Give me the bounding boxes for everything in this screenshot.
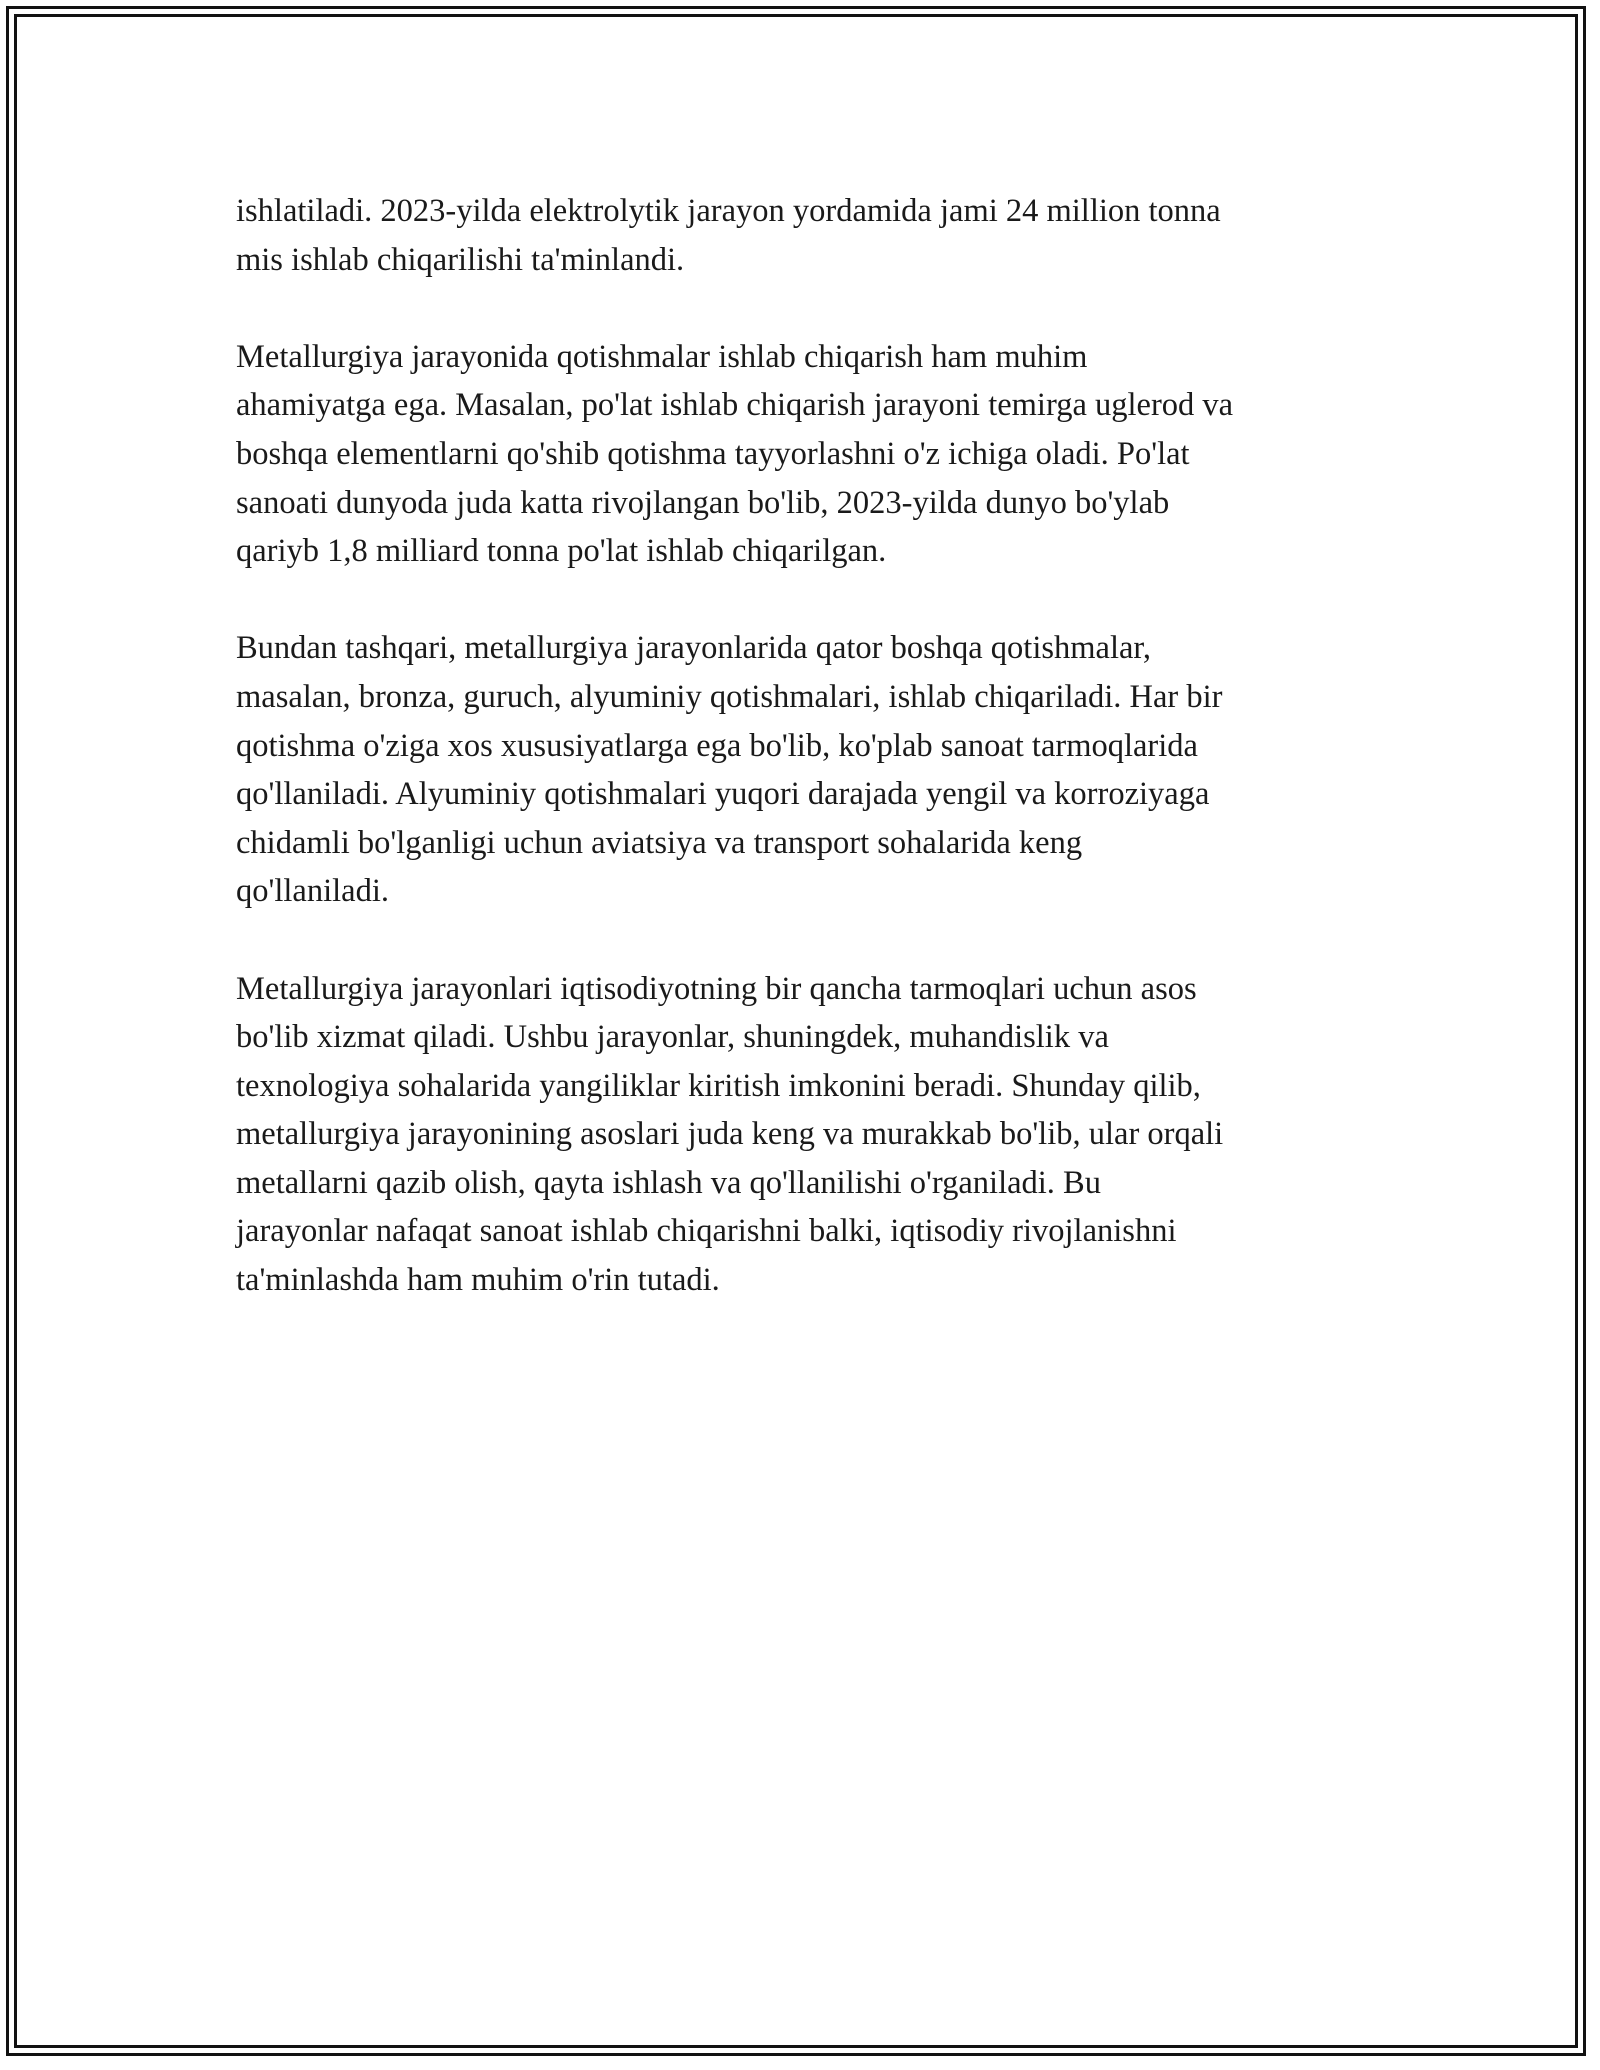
paragraph-line: bo'lib xizmat qiladi. Ushbu jarayonlar, shuningdek, muhandislik va [236, 1019, 1109, 1056]
paragraph-line: qotishma o'ziga xos xususiyatlarga ega bo'lib, ko'plab sanoat tarmoqlarida [236, 727, 1198, 764]
paragraph-line: masalan, bronza, guruch, alyuminiy qotishmalari, ishlab chiqariladi. Har bir [236, 678, 1223, 715]
paragraph-line: qo'llaniladi. Alyuminiy qotishmalari yuqori darajada yengil va korroziyaga [236, 776, 1210, 813]
paragraph [236, 333, 1376, 576]
paragraph-line: metallurgiya jarayonining asoslari juda keng va murakkab bo'lib, ular orqali [236, 1116, 1224, 1153]
paragraph [236, 187, 1376, 284]
paragraph-gap [236, 284, 1376, 333]
paragraph [236, 624, 1376, 916]
paragraph-line: texnologiya sohalarida yangiliklar kiritish imkonini beradi. Shunday qilib, [236, 1067, 1201, 1104]
paragraph-gap [236, 916, 1376, 965]
paragraph-line: chidamli bo'lganligi uchun aviatsiya va transport sohalarida keng [236, 824, 1083, 861]
paragraph-line: ahamiyatga ega. Masalan, po'lat ishlab chiqarish jarayoni temirga uglerod va [236, 387, 1234, 424]
paragraph-line: metallarni qazib olish, qayta ishlash va qo'llanilishi o'rganiladi. Bu [236, 1164, 1101, 1201]
document-body [236, 187, 1376, 1305]
paragraph-line: ishlatiladi. 2023-yilda elektrolytik jarayon yordamida jami 24 million tonna [236, 193, 1221, 229]
paragraph-line: ta'minlashda ham muhim o'rin tutadi. [236, 1262, 720, 1299]
paragraph-line: mis ishlab chiqarilishi ta'minlandi. [236, 241, 685, 278]
paragraph-line: boshqa elementlarni qo'shib qotishma tayyorlashni o'z ichiga oladi. Po'lat [236, 435, 1190, 472]
paragraph-line: Metallurgiya jarayonida qotishmalar ishlab chiqarish ham muhim [236, 338, 1088, 375]
paragraph-gap [236, 576, 1376, 625]
paragraph-line: qariyb 1,8 milliard tonna po'lat ishlab chiqarilgan. [236, 533, 887, 570]
paragraph-line: qo'llaniladi. [236, 873, 389, 910]
paragraph [236, 965, 1376, 1305]
paragraph-line: sanoati dunyoda juda katta rivojlangan bo'lib, 2023-yilda dunyo bo'ylab [236, 484, 1170, 521]
paragraph-line: Metallurgiya jarayonlari iqtisodiyotning bir qancha tarmoqlari uchun asos [236, 970, 1197, 1007]
paragraph-line: Bundan tashqari, metallurgiya jarayonlarida qator boshqa qotishmalar, [236, 630, 1152, 667]
paragraph-line: jarayonlar nafaqat sanoat ishlab chiqarishni balki, iqtisodiy rivojlanishni [236, 1213, 1177, 1250]
